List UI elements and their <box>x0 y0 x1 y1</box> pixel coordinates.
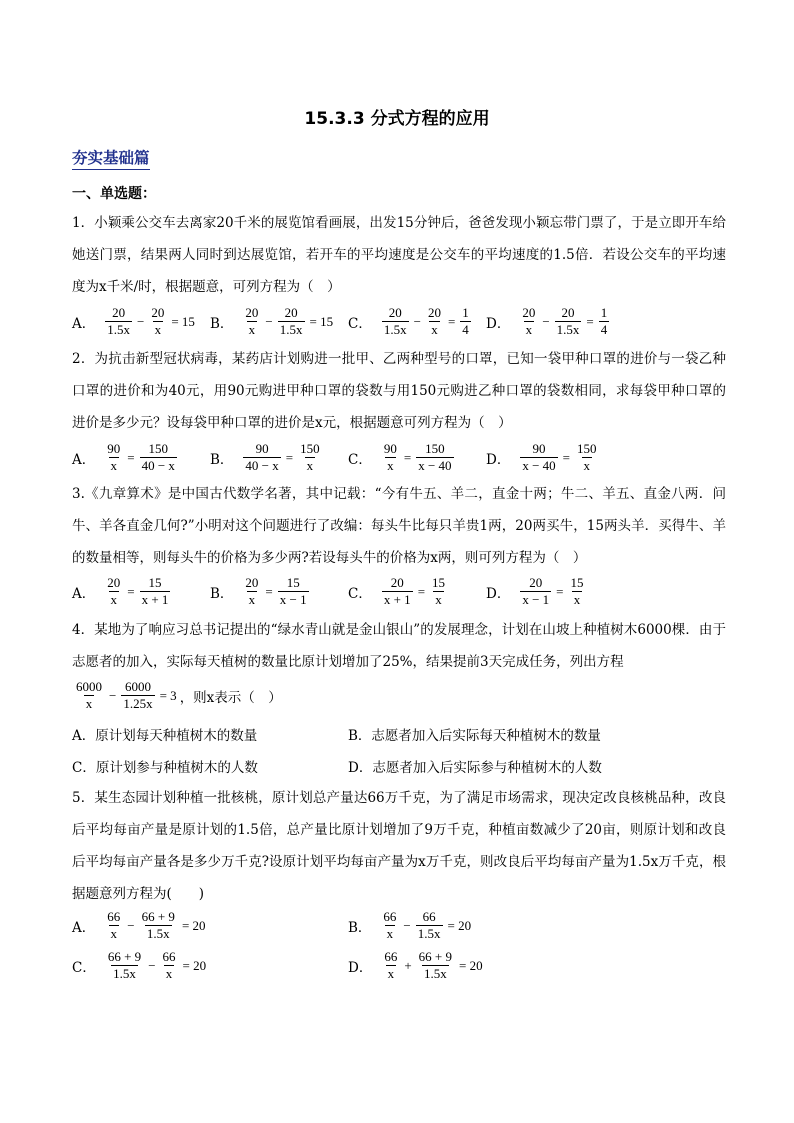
question-type-heading: 一、单选题： <box>72 186 156 202</box>
question-4-text: 4．某地为了响应习总书记提出的“绿水青山就是金山银山”的发展理念，计划在山坡上种植树木6000棵．由于志愿者的加入，实际每天植树的数量比原计划增加了25%，结果提前3天完成任务，列出方程 <box>72 622 726 670</box>
q4-equation: $\frac{6000}{x}$ − $\frac{6000}{1.25x}$ = 3 ，则x表示（ ） <box>76 679 282 711</box>
q3-option-a: A． $\frac{20}{x}$ = $\frac{15}{x + 1}$ <box>72 575 169 607</box>
q5-option-c: C． $\frac{66 + 9}{1.5x}$ − $\frac{66}{x}$ = 20 <box>72 949 207 981</box>
q1-option-c: C． $\frac{20}{1.5x}$ − $\frac{20}{x}$ = $\frac{1}{4}$ <box>348 305 469 337</box>
q4-option-d: D．志愿者加入后实际参与种植树木的人数 <box>348 760 602 776</box>
q2-option-b: B． $\frac{90}{40 - x}$ = $\frac{150}{x}$ <box>210 441 320 473</box>
q5-option-b: B． $\frac{66}{x}$ − $\frac{66}{1.5x}$ = 20 <box>348 909 472 941</box>
q1-option-d: D． $\frac{20}{x}$ − $\frac{20}{1.5x}$ = $\frac{1}{4}$ <box>486 305 608 337</box>
q1-option-b: B． $\frac{20}{x}$ − $\frac{20}{1.5x}$ = 15 <box>210 305 334 337</box>
question-2-text: 2．为抗击新型冠状病毒，某药店计划购进一批甲、乙两种型号的口罩，已知一袋甲种口罩的进价与一袋乙种口罩的进价和为40元，用90元购进甲种口罩的袋数与用150元购进乙种口罩的袋数相同，求每袋甲种口罩的进价是多少元？设每袋甲种口罩的进价是x元，根据题意可列方程为（ ） <box>72 351 726 431</box>
section-heading: 夯实基础篇 <box>72 146 150 170</box>
q5-option-d: D． $\frac{66}{x}$ + $\frac{66 + 9}{1.5x}$ = 20 <box>348 949 483 981</box>
question-1-text: 1．小颖乘公交车去离家20千米的展览馆看画展，出发15分钟后，爸爸发现小颖忘带门票了，于是立即开车给她送门票，结果两人同时到达展览馆，若开车的平均速度是公交车的平均速度的1.5倍．若设公交车的平均速度为x千米/时，根据题意，可列方程为（ ） <box>72 215 726 295</box>
q1-option-a: A． $\frac{20}{1.5x}$ − $\frac{20}{x}$ = 15 <box>72 305 195 337</box>
q2-option-d: D． $\frac{90}{x - 40}$ = $\frac{150}{x}$ <box>486 441 597 473</box>
q5-option-a: A． $\frac{66}{x}$ − $\frac{66 + 9}{1.5x}$ = 20 <box>72 909 206 941</box>
q4-equation-tail: ，则x表示（ ） <box>179 689 282 706</box>
q3-option-d: D． $\frac{20}{x - 1}$ = $\frac{15}{x}$ <box>486 575 584 607</box>
q2-option-a: A． $\frac{90}{x}$ = $\frac{150}{40 - x}$ <box>72 441 175 473</box>
q2-option-c: C． $\frac{90}{x}$ = $\frac{150}{x - 40}$ <box>348 441 452 473</box>
q4-option-c: C．原计划参与种植树木的人数 <box>72 760 258 776</box>
q3-option-b: B． $\frac{20}{x}$ = $\frac{15}{x - 1}$ <box>210 575 307 607</box>
q3-option-c: C． $\frac{20}{x + 1}$ = $\frac{15}{x}$ <box>348 575 446 607</box>
q4-option-a: A．原计划每天种植树木的数量 <box>72 728 258 744</box>
page-title: 15.3.3 分式方程的应用 <box>304 109 490 129</box>
q4-option-b: B．志愿者加入后实际每天种植树木的数量 <box>348 728 601 744</box>
question-3-text: 3.《九章算术》是中国古代数学名著，其中记载：“今有牛五、羊二，直金十两；牛二、羊五、直金八两．问牛、羊各直金几何?”小明对这个问题进行了改编：每头牛比每只羊贵1两，20两买牛，15两头羊．买得牛、羊的数量相等，则每头牛的价格为多少两?若设每头牛的价格为x两，则可列方程为（ ） <box>72 486 726 566</box>
question-5-text: 5．某生态园计划种植一批核桃，原计划总产量达66万千克，为了满足市场需求，现决定改良核桃品种，改良后平均每亩产量是原计划的1.5倍，总产量比原计划增加了9万千克，种植亩数减少了20亩，则原计划和改良后平均每亩产量各是多少万千克?设原计划平均每亩产量为x万千克，则改良后平均每亩产量为1.5x万千克，根据题意列方程为( ) <box>72 790 726 902</box>
